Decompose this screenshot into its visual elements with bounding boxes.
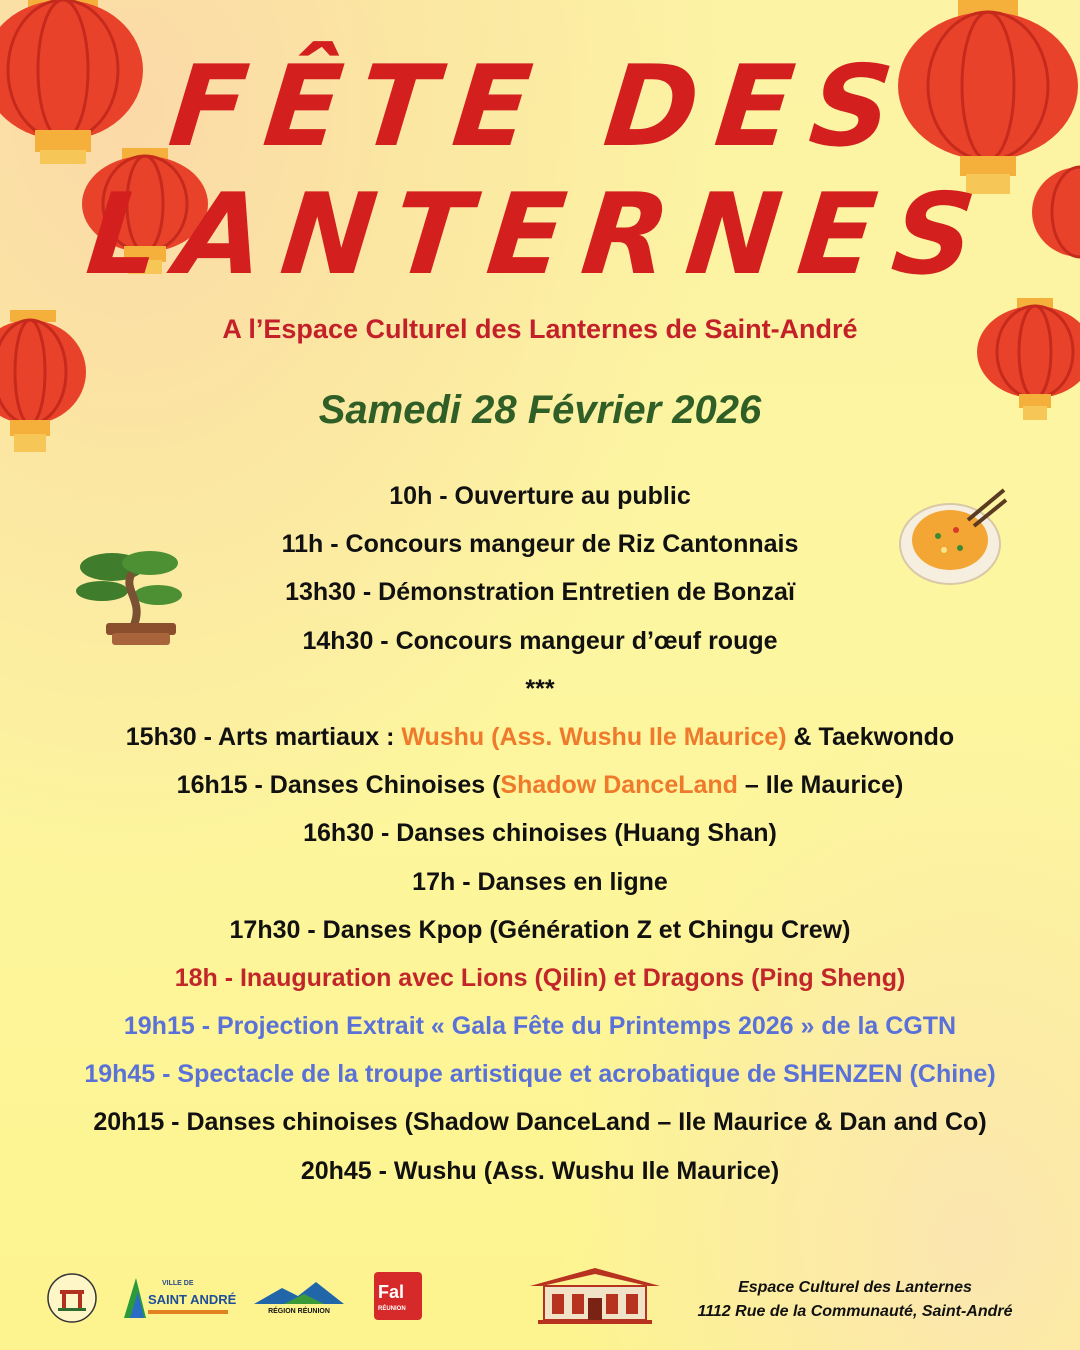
fal-logo-text: Fal — [378, 1282, 405, 1302]
venue-address — [650, 1276, 1060, 1324]
schedule-line: 16h30 - Danses chinoises (Huang Shan) — [303, 819, 777, 848]
schedule-text: & Taekwondo — [786, 722, 955, 751]
title-line-2: LANTERNES — [81, 170, 999, 300]
region-mountain-icon — [254, 1280, 344, 1306]
schedule — [0, 472, 1080, 1195]
subtitle: A l’Espace Culturel des Lanternes de Saint-André — [222, 314, 858, 344]
title-line-1: FÊTE DES — [163, 42, 917, 172]
region-reunion-logo — [254, 1280, 344, 1324]
fal-logo — [374, 1272, 422, 1320]
fal-logo-sub: RÉUNION — [378, 1306, 406, 1312]
venue-name: Espace Culturel des Lanternes — [738, 1279, 972, 1296]
schedule-separator: *** — [525, 674, 555, 703]
schedule-text: 16h15 - Danses Chinoises ( — [176, 771, 501, 800]
schedule-line-inauguration: 18h - Inauguration avec Lions (Qilin) et Dragons (Ping Sheng) — [174, 963, 906, 992]
schedule-line — [0, 761, 1080, 809]
schedule-line: 17h30 - Danses Kpop (Génération Z et Chingu Crew) — [229, 915, 851, 944]
saint-andre-logo-small: VILLE DE — [162, 1280, 194, 1287]
region-reunion-text: RÉGION RÉUNION — [268, 1308, 330, 1315]
schedule-text: 15h30 - Arts martiaux : — [125, 722, 402, 751]
association-logo-icon — [42, 1272, 102, 1324]
schedule-line: 17h - Danses en ligne — [412, 867, 668, 896]
saint-andre-emblem-icon — [120, 1274, 150, 1320]
schedule-line: 10h - Ouverture au public — [389, 482, 691, 510]
schedule-line-spectacle: 19h45 - Spectacle de la troupe artistique et acrobatique de SHENZEN (Chine) — [84, 1060, 996, 1089]
schedule-line: 20h15 - Danses chinoises (Shadow DanceLand – Ile Maurice & Dan and Co) — [93, 1108, 987, 1137]
venue-street: 1112 Rue de la Communauté, Saint-André — [697, 1303, 1013, 1320]
schedule-text: – Ile Maurice) — [737, 771, 904, 800]
schedule-line — [0, 713, 1080, 761]
saint-andre-logo-text: SAINT ANDRÉ — [148, 1292, 237, 1307]
schedule-line-projection: 19h15 - Projection Extrait « Gala Fête du Printemps 2026 » de la CGTN — [123, 1012, 957, 1041]
pagoda-building-icon — [530, 1264, 660, 1328]
schedule-highlight: Wushu (Ass. Wushu Ile Maurice) — [401, 722, 787, 751]
schedule-line: 20h45 - Wushu (Ass. Wushu Ile Maurice) — [300, 1156, 780, 1185]
event-date: Samedi 28 Février 2026 — [318, 388, 762, 432]
schedule-line: 13h30 - Démonstration Entretien de Bonzaï — [285, 578, 795, 607]
schedule-line: 14h30 - Concours mangeur d’œuf rouge — [302, 626, 778, 655]
schedule-line: 11h - Concours mangeur de Riz Cantonnais — [281, 530, 799, 559]
saint-andre-underline — [148, 1310, 228, 1314]
schedule-highlight: Shadow DanceLand — [500, 771, 738, 800]
saint-andre-logo — [120, 1274, 240, 1322]
